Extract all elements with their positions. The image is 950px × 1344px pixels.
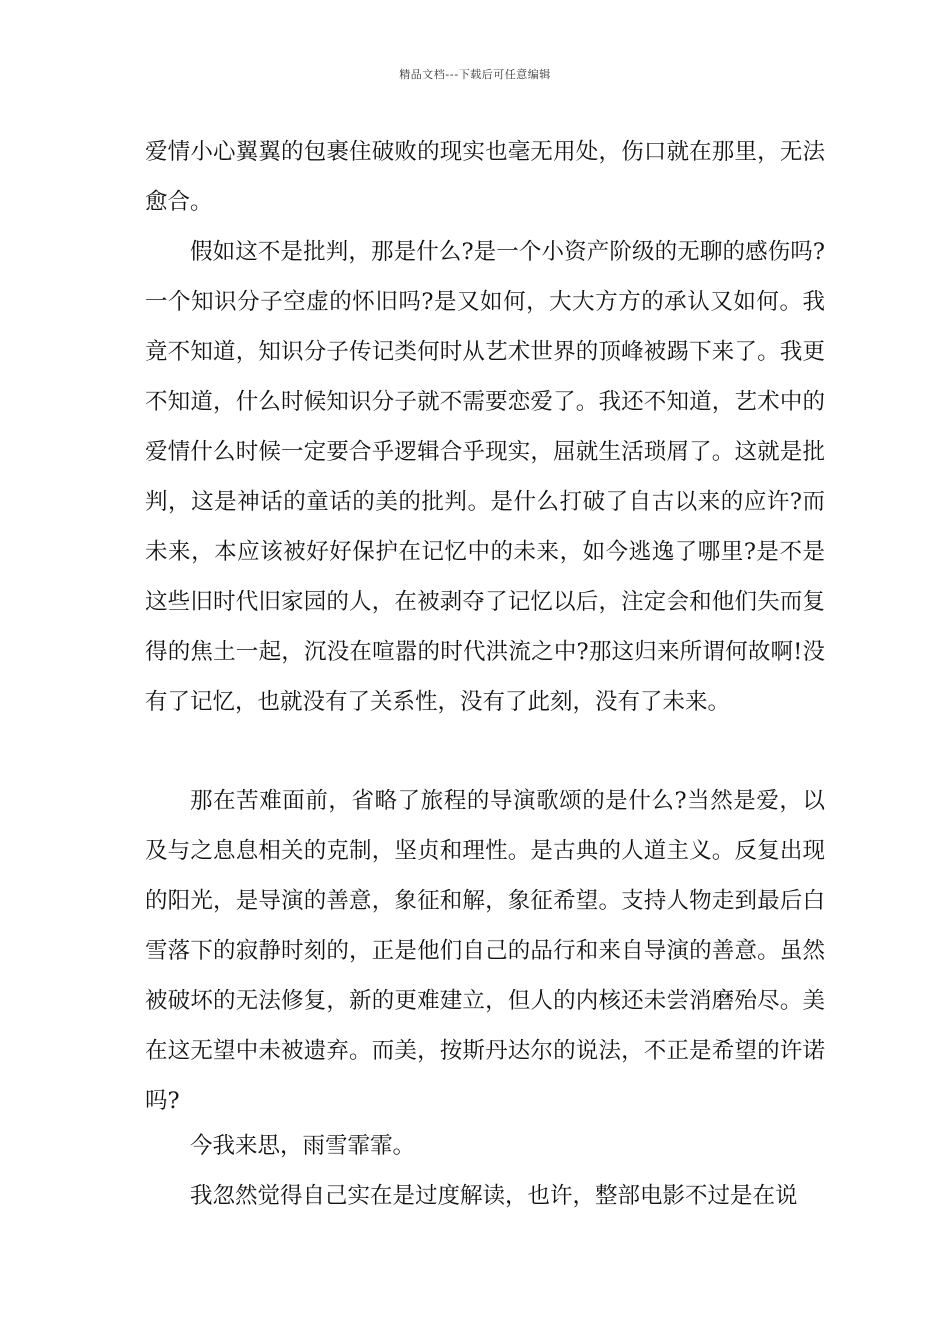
paragraph-4: 今我来思，雨雪霏霏。 [190, 1133, 416, 1159]
paragraph-5: 我忽然觉得自己实在是过度解读，也许，整部电影不过是在说 [190, 1183, 798, 1209]
paragraph-3: 那在苦难面前，省略了旅程的导演歌颂的是什么?当然是爱，以及与之息息相关的克制，坚贞和理性。是古典的人道主义。反复出现的阳光，是导演的善意，象征和解，象征希望。支持人物走到最后白雪落下的寂静时刻的，正是他们自己的品行和来自导演的善意。虽然被破坏的无法修复，新的更难建立，但人的内核还未尝消磨殆尽。美在这无望中未被遗弃。而美，按斯丹达尔的说法，不正是希望的许诺吗? [145, 788, 825, 1114]
document-header: 精品文档---下载后可任意编辑 [399, 68, 551, 81]
paragraph-1: 爱情小心翼翼的包裹住破败的现实也毫无用处，伤口就在那里，无法愈合。 [145, 139, 825, 215]
paragraph-2: 假如这不是批判，那是什么?是一个小资产阶级的无聊的感伤吗?一个知识分子空虚的怀旧吗?是又如何，大大方方的承认又如何。我竟不知道，知识分子传记类何时从艺术世界的顶峰被踢下来了。我更不知道，什么时候知识分子就不需要恋爱了。我还不知道，艺术中的爱情什么时候一定要合乎逻辑合乎现实，屈就生活琐屑了。这就是批判，这是神话的童话的美的批判。是什么打破了自古以来的应许?而未来，本应该被好好保护在记忆中的未来，如今逃逸了哪里?是不是这些旧时代旧家园的人，在被剥夺了记忆以后，注定会和他们失而复得的焦土一起，沉没在喧嚣的时代洪流之中?那这归来所谓何故啊!没有了记忆，也就没有了关系性，没有了此刻，没有了未来。 [145, 239, 825, 715]
